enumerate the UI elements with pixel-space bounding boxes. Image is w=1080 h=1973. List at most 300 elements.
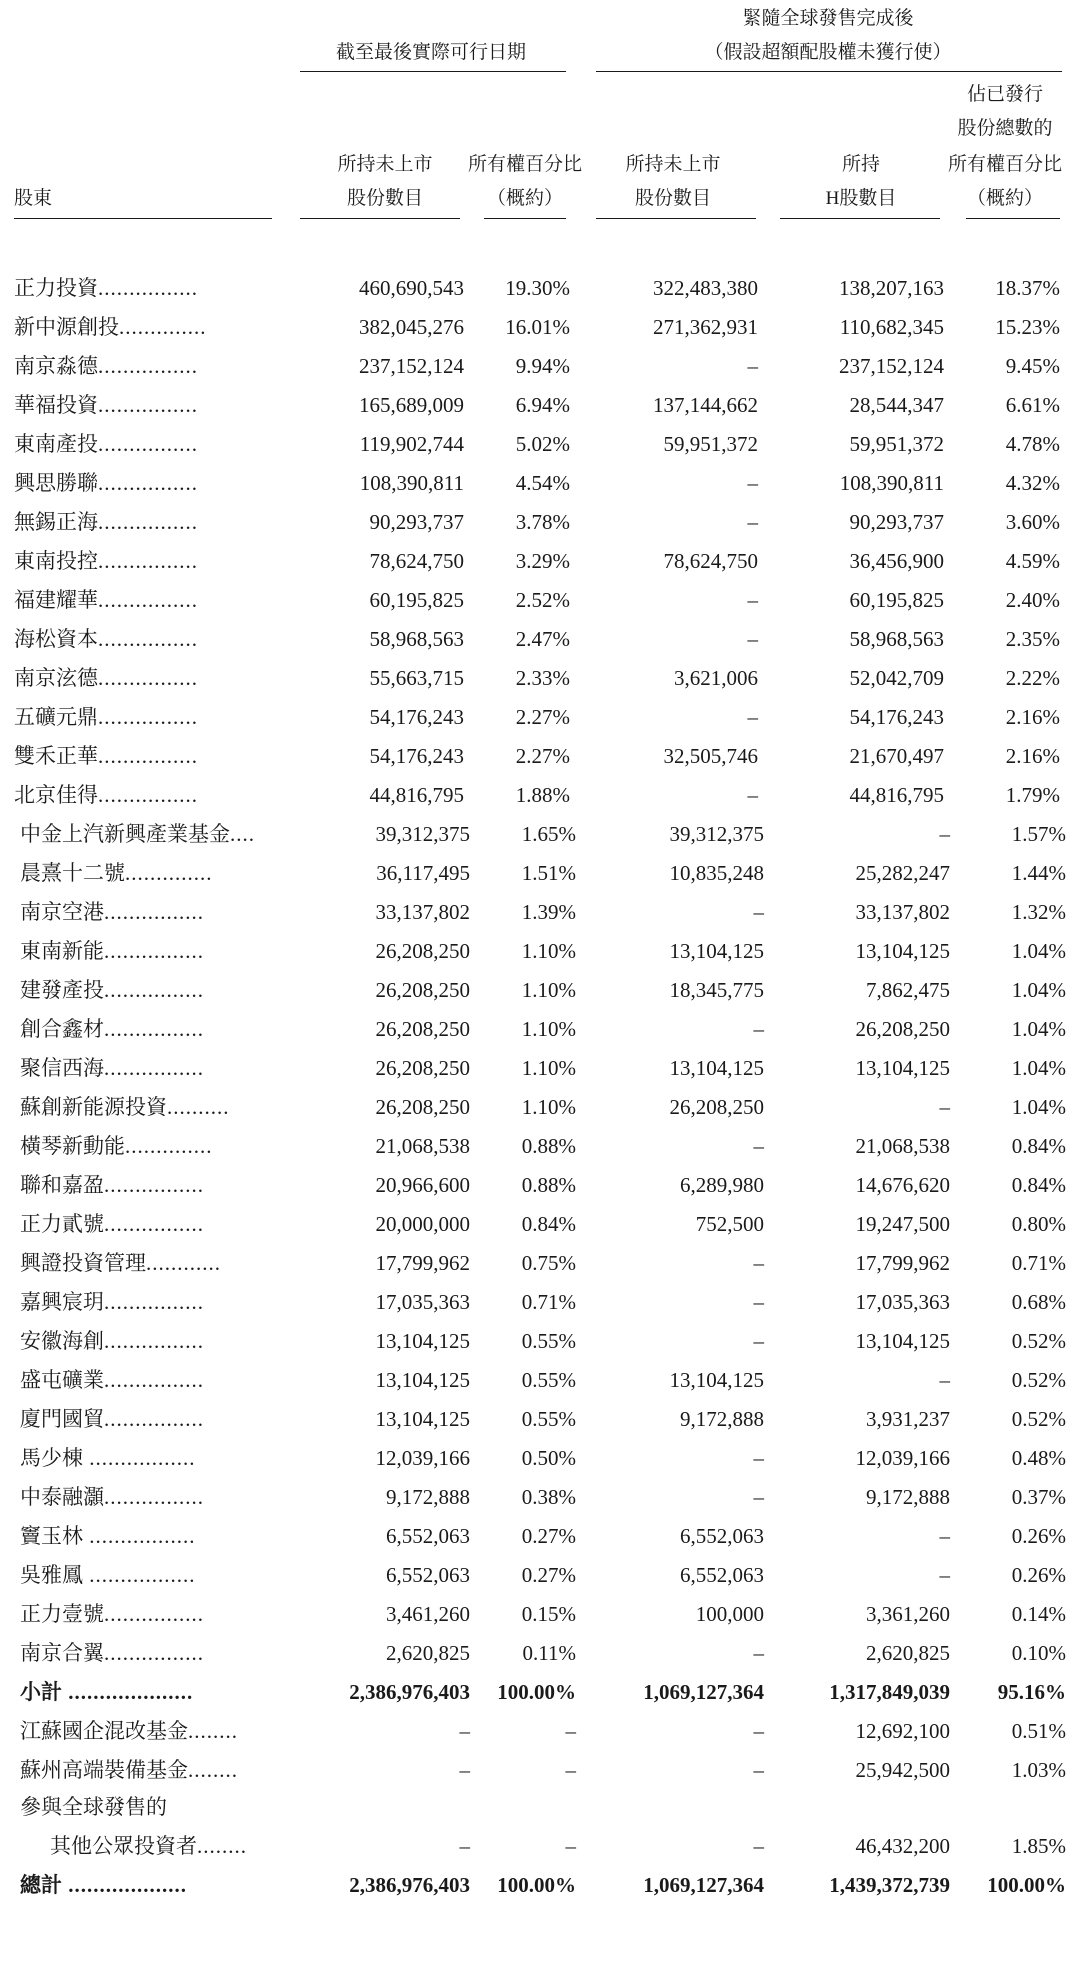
leader-dots: ................	[104, 1173, 204, 1197]
shareholder-name-text: 盛屯礦業	[20, 1368, 104, 1392]
cell-c2: 1.88%	[515, 783, 570, 807]
leader-dots: ................	[104, 1056, 204, 1080]
cell-c3: –	[753, 1290, 764, 1314]
cell-c1: 2,620,825	[386, 1641, 470, 1665]
cell-c3: 1,069,127,364	[643, 1680, 764, 1704]
cell-c2: 2.52%	[515, 588, 570, 612]
leader-dots: ....................	[62, 1680, 194, 1704]
cell-c3: –	[753, 1719, 764, 1743]
cell-c2: 0.50%	[521, 1446, 576, 1470]
cell-c5: 1.04%	[1011, 939, 1066, 963]
cell-c2: 0.88%	[521, 1134, 576, 1158]
cell-c1: 2,386,976,403	[349, 1873, 470, 1897]
shareholder-name-text: 無錫正海	[14, 510, 98, 534]
table-row	[6, 1676, 1080, 1708]
cell-c3: –	[753, 1834, 764, 1858]
table-row	[6, 857, 1080, 889]
shareholder-name	[14, 701, 276, 733]
shareholder-name-text: 嘉興宸玥	[20, 1290, 104, 1314]
cell-c3: –	[753, 1329, 764, 1353]
cell-c2: 4.54%	[515, 471, 570, 495]
cell-c3: 39,312,375	[669, 822, 764, 846]
cell-c4: 21,068,538	[855, 1134, 950, 1158]
header-group-right-line2: （假設超額配股權未獲行使）	[704, 42, 952, 63]
header-col4-line2: H股數目	[825, 188, 897, 209]
cell-c5: 0.84%	[1011, 1173, 1066, 1197]
cell-c2: –	[565, 1758, 576, 1782]
cell-c5: 1.04%	[1011, 1095, 1066, 1119]
header-group-left: 截至最後實際可行日期	[335, 42, 526, 63]
cell-c3: –	[747, 588, 758, 612]
cell-c4: 17,035,363	[855, 1290, 950, 1314]
cell-c5: 0.48%	[1011, 1446, 1066, 1470]
cell-c4: 108,390,811	[839, 471, 944, 495]
shareholder-name	[20, 818, 282, 850]
leader-dots: ................	[104, 978, 204, 1002]
cell-c4: 1,439,372,739	[829, 1873, 950, 1897]
cell-c2: 3.78%	[515, 510, 570, 534]
shareholder-name	[14, 779, 276, 811]
cell-c5: 1.57%	[1011, 822, 1066, 846]
cell-c1: 54,176,243	[369, 744, 464, 768]
table-row	[6, 1442, 1080, 1474]
leader-dots: ................	[98, 705, 198, 729]
header-col5-line3: 所有權百分比	[947, 154, 1062, 175]
shareholder-name	[20, 1286, 282, 1318]
cell-c4: –	[939, 1095, 950, 1119]
shareholder-name	[20, 1130, 282, 1162]
cell-c1: 237,152,124	[359, 354, 464, 378]
cell-c4: 28,544,347	[849, 393, 944, 417]
cell-c1: –	[459, 1758, 470, 1782]
cell-c2: 0.84%	[521, 1212, 576, 1236]
cell-c1: 26,208,250	[375, 939, 470, 963]
cell-c4: –	[939, 1524, 950, 1548]
shareholder-name-text: 南京泫德	[14, 666, 98, 690]
shareholder-name	[20, 1520, 282, 1552]
table-row	[0, 467, 1080, 499]
cell-c4: 59,951,372	[849, 432, 944, 456]
table-row	[0, 311, 1080, 343]
cell-c4: 54,176,243	[849, 705, 944, 729]
table-row	[6, 935, 1080, 967]
leader-dots: ................	[98, 276, 198, 300]
leader-dots: ....	[230, 822, 255, 846]
shareholder-name-text: 正力壹號	[20, 1602, 104, 1626]
cell-c3: –	[747, 627, 758, 651]
cell-c5: 6.61%	[1005, 393, 1060, 417]
cell-c2: 19.30%	[505, 276, 570, 300]
shareholder-name-text: 聚信西海	[20, 1056, 104, 1080]
cell-c1: 33,137,802	[375, 900, 470, 924]
cell-c2: 1.10%	[521, 1017, 576, 1041]
cell-c4: 2,620,825	[866, 1641, 950, 1665]
cell-c3: 59,951,372	[663, 432, 758, 456]
header-col5-line4: （概約）	[966, 188, 1043, 209]
cell-c3: 6,552,063	[680, 1563, 764, 1587]
cell-c5: 0.26%	[1011, 1524, 1066, 1548]
table-row	[6, 1013, 1080, 1045]
shareholder-name	[14, 506, 276, 538]
shareholder-name	[20, 1169, 282, 1201]
cell-c1: 26,208,250	[375, 1056, 470, 1080]
cell-c4: 26,208,250	[855, 1017, 950, 1041]
cell-c5: 9.45%	[1005, 354, 1060, 378]
leader-dots: ................	[104, 939, 204, 963]
cell-c5: 1.04%	[1011, 1017, 1066, 1041]
leader-dots: ................	[104, 1641, 204, 1665]
table-row	[6, 1559, 1080, 1591]
leader-dots: ................	[98, 510, 198, 534]
shareholder-name	[20, 974, 282, 1006]
cell-c3: 26,208,250	[669, 1095, 764, 1119]
cell-c3: –	[747, 471, 758, 495]
cell-c3: –	[747, 705, 758, 729]
leader-dots: ................	[98, 432, 198, 456]
shareholder-name	[20, 935, 282, 967]
shareholder-name	[20, 1364, 282, 1396]
shareholder-name-text: 建發產投	[20, 978, 104, 1002]
cell-c4: 14,676,620	[855, 1173, 950, 1197]
cell-c4: 7,862,475	[866, 978, 950, 1002]
cell-c1: 382,045,276	[359, 315, 464, 339]
cell-c2: 2.33%	[515, 666, 570, 690]
header-col3-line1: 所持未上市	[625, 154, 721, 175]
cell-c5: 4.78%	[1005, 432, 1060, 456]
shareholder-name-text: 參與全球發售的	[20, 1795, 167, 1819]
table-row	[6, 1208, 1080, 1240]
shareholder-name-text: 馬少棟	[20, 1446, 83, 1470]
leader-dots: ................	[98, 627, 198, 651]
cell-c4: 237,152,124	[839, 354, 944, 378]
cell-c3: –	[753, 1446, 764, 1470]
cell-c1: 54,176,243	[369, 705, 464, 729]
table-row	[6, 1091, 1080, 1123]
shareholder-name	[20, 896, 282, 928]
table-row	[0, 701, 1080, 733]
table-row	[0, 272, 1080, 304]
leader-dots: ........	[188, 1758, 238, 1782]
cell-c4: 52,042,709	[849, 666, 944, 690]
table-row	[6, 818, 1080, 850]
shareholder-name	[20, 1403, 282, 1435]
cell-c5: 1.04%	[1011, 978, 1066, 1002]
table-row	[0, 389, 1080, 421]
cell-c4: 19,247,500	[855, 1212, 950, 1236]
cell-c5: 100.00%	[987, 1873, 1066, 1897]
cell-c4: 13,104,125	[855, 1329, 950, 1353]
cell-c1: 26,208,250	[375, 1017, 470, 1041]
leader-dots: ................	[104, 1602, 204, 1626]
shareholder-name	[20, 1715, 282, 1747]
cell-c5: 4.32%	[1005, 471, 1060, 495]
table-row	[6, 1130, 1080, 1162]
cell-c4: 60,195,825	[849, 588, 944, 612]
cell-c2: 100.00%	[497, 1873, 576, 1897]
cell-c1: 78,624,750	[369, 549, 464, 573]
leader-dots: ................	[98, 354, 198, 378]
cell-c2: 5.02%	[515, 432, 570, 456]
cell-c2: 1.39%	[521, 900, 576, 924]
leader-dots: ..........	[167, 1095, 230, 1119]
cell-c5: 1.85%	[1011, 1834, 1066, 1858]
cell-c5: 2.35%	[1005, 627, 1060, 651]
table-row	[6, 1052, 1080, 1084]
cell-c2: 0.11%	[522, 1641, 576, 1665]
header-col5-line2: 股份總數的	[957, 118, 1053, 139]
cell-c4: 3,361,260	[866, 1602, 950, 1626]
shareholder-name-text: 蘇州高端裝備基金	[20, 1758, 188, 1782]
table-row	[6, 1715, 1080, 1747]
cell-c2: 0.55%	[521, 1368, 576, 1392]
shareholder-name-text: 南京空港	[20, 900, 104, 924]
cell-c5: 2.22%	[1005, 666, 1060, 690]
cell-c3: –	[753, 1134, 764, 1158]
cell-c4: 44,816,795	[849, 783, 944, 807]
cell-c3: 13,104,125	[669, 1368, 764, 1392]
leader-dots: ................	[98, 393, 198, 417]
cell-c2: 1.10%	[521, 939, 576, 963]
table-row	[0, 506, 1080, 538]
table-row	[6, 1791, 1080, 1823]
cell-c3: –	[753, 1758, 764, 1782]
cell-c1: 20,000,000	[375, 1212, 470, 1236]
cell-c1: 20,966,600	[375, 1173, 470, 1197]
table-row	[6, 1364, 1080, 1396]
cell-c4: 13,104,125	[855, 1056, 950, 1080]
cell-c2: –	[565, 1834, 576, 1858]
table-row	[6, 1830, 1080, 1862]
table-row	[6, 1637, 1080, 1669]
shareholder-name-text: 東南新能	[20, 939, 104, 963]
cell-c4: 12,039,166	[855, 1446, 950, 1470]
cell-c3: 137,144,662	[653, 393, 758, 417]
table-row	[0, 350, 1080, 382]
cell-c5: 0.37%	[1011, 1485, 1066, 1509]
shareholder-name	[20, 1754, 282, 1786]
cell-c1: –	[459, 1834, 470, 1858]
cell-c2: 6.94%	[515, 393, 570, 417]
shareholder-name-text: 總計	[20, 1873, 62, 1897]
cell-c2: 0.55%	[521, 1407, 576, 1431]
cell-c4: 33,137,802	[855, 900, 950, 924]
cell-c5: 1.44%	[1011, 861, 1066, 885]
cell-c2: 1.10%	[521, 978, 576, 1002]
shareholder-name-text: 蘇創新能源投資	[20, 1095, 167, 1119]
leader-dots: ................	[98, 783, 198, 807]
cell-c4: 9,172,888	[866, 1485, 950, 1509]
cell-c1: 12,039,166	[375, 1446, 470, 1470]
table-row	[0, 584, 1080, 616]
table-row	[6, 1598, 1080, 1630]
shareholder-name-text: 江蘇國企混改基金	[20, 1719, 188, 1743]
cell-c1: 39,312,375	[375, 822, 470, 846]
shareholder-name-text: 聯和嘉盈	[20, 1173, 104, 1197]
shareholder-name-text: 小計	[20, 1680, 62, 1704]
cell-c5: 95.16%	[997, 1680, 1066, 1704]
cell-c2: 2.27%	[515, 705, 570, 729]
cell-c2: 2.47%	[515, 627, 570, 651]
shareholder-name	[14, 389, 276, 421]
cell-c2: 1.10%	[521, 1056, 576, 1080]
table-row	[6, 1481, 1080, 1513]
cell-c2: 1.51%	[521, 861, 576, 885]
cell-c1: 17,799,962	[375, 1251, 470, 1275]
leader-dots: ................	[98, 471, 198, 495]
shareholder-name-text: 正力貳號	[20, 1212, 104, 1236]
cell-c5: 3.60%	[1005, 510, 1060, 534]
leader-dots: ...................	[62, 1873, 187, 1897]
cell-c3: –	[747, 783, 758, 807]
cell-c4: 3,931,237	[866, 1407, 950, 1431]
cell-c2: 0.71%	[521, 1290, 576, 1314]
cell-c2: 1.65%	[521, 822, 576, 846]
cell-c4: 13,104,125	[855, 939, 950, 963]
cell-c2: 0.27%	[521, 1563, 576, 1587]
shareholder-name-text: 創合鑫材	[20, 1017, 104, 1041]
cell-c5: 1.03%	[1011, 1758, 1066, 1782]
leader-dots: ................	[104, 1407, 204, 1431]
shareholder-name	[14, 272, 276, 304]
shareholder-name	[14, 467, 276, 499]
shareholder-name	[20, 1325, 282, 1357]
cell-c2: 1.10%	[521, 1095, 576, 1119]
shareholder-name	[14, 311, 276, 343]
cell-c4: 25,282,247	[855, 861, 950, 885]
shareholder-name-text: 海松資本	[14, 627, 98, 651]
cell-c5: 0.10%	[1011, 1641, 1066, 1665]
cell-c2: 0.55%	[521, 1329, 576, 1353]
cell-c5: 2.16%	[1005, 744, 1060, 768]
cell-c2: 3.29%	[515, 549, 570, 573]
table-row	[6, 1169, 1080, 1201]
shareholder-name	[20, 857, 282, 889]
cell-c5: 0.26%	[1011, 1563, 1066, 1587]
shareholder-name	[20, 1676, 282, 1708]
cell-c2: 2.27%	[515, 744, 570, 768]
cell-c3: 13,104,125	[669, 939, 764, 963]
cell-c4: 46,432,200	[855, 1834, 950, 1858]
cell-c3: –	[747, 510, 758, 534]
shareholder-name-text: 中泰融灝	[20, 1485, 104, 1509]
table-row	[0, 779, 1080, 811]
shareholder-name-text: 其他公眾投資者	[50, 1834, 197, 1858]
shareholder-name-text: 華福投資	[14, 393, 98, 417]
cell-c2: –	[565, 1719, 576, 1743]
cell-c3: 752,500	[695, 1212, 764, 1236]
leader-dots: .................	[83, 1524, 196, 1548]
cell-c2: 100.00%	[497, 1680, 576, 1704]
cell-c3: 322,483,380	[653, 276, 758, 300]
cell-c4: –	[939, 1563, 950, 1587]
cell-c1: 36,117,495	[376, 861, 470, 885]
cell-c3: –	[753, 1251, 764, 1275]
cell-c4: 17,799,962	[855, 1251, 950, 1275]
cell-c4: 58,968,563	[849, 627, 944, 651]
leader-dots: ................	[104, 1290, 204, 1314]
cell-c1: 165,689,009	[359, 393, 464, 417]
cell-c3: 10,835,248	[669, 861, 764, 885]
leader-dots: ................	[104, 900, 204, 924]
table-row	[6, 896, 1080, 928]
cell-c1: 13,104,125	[375, 1407, 470, 1431]
leader-dots: ................	[104, 1368, 204, 1392]
leader-dots: ........	[197, 1834, 247, 1858]
shareholder-name-text: 安徽海創	[20, 1329, 104, 1353]
shareholder-name-text: 興思勝聯	[14, 471, 98, 495]
shareholder-name-text: 興證投資管理	[20, 1251, 146, 1275]
shareholder-name-text: 東南產投	[14, 432, 98, 456]
cell-c5: 15.23%	[995, 315, 1060, 339]
cell-c1: 26,208,250	[375, 978, 470, 1002]
cell-c4: –	[939, 822, 950, 846]
cell-c2: 9.94%	[515, 354, 570, 378]
shareholder-name-text: 廈門國貿	[20, 1407, 104, 1431]
cell-c2: 0.15%	[521, 1602, 576, 1626]
cell-c3: 78,624,750	[663, 549, 758, 573]
cell-c5: 0.14%	[1011, 1602, 1066, 1626]
cell-c5: 1.79%	[1005, 783, 1060, 807]
cell-c5: 0.84%	[1011, 1134, 1066, 1158]
leader-dots: ................	[104, 1329, 204, 1353]
shareholder-name-text: 正力投資	[14, 276, 98, 300]
table-row	[6, 1869, 1080, 1901]
cell-c5: 0.52%	[1011, 1329, 1066, 1353]
leader-dots: ................	[104, 1485, 204, 1509]
table-row	[6, 1754, 1080, 1786]
shareholder-name	[14, 623, 276, 655]
header-col4-line1: 所持	[841, 154, 880, 175]
leader-dots: ..............	[125, 861, 213, 885]
cell-c3: 9,172,888	[680, 1407, 764, 1431]
cell-c4: 21,670,497	[849, 744, 944, 768]
cell-c1: 58,968,563	[369, 627, 464, 651]
cell-c1: 44,816,795	[369, 783, 464, 807]
cell-c3: 18,345,775	[669, 978, 764, 1002]
header-shareholder: 股東	[14, 188, 53, 209]
cell-c4: 110,682,345	[839, 315, 944, 339]
leader-dots: ................	[98, 666, 198, 690]
leader-dots: ........	[188, 1719, 238, 1743]
cell-c5: 0.51%	[1011, 1719, 1066, 1743]
cell-c5: 2.40%	[1005, 588, 1060, 612]
header-col3-line2: 股份數目	[634, 188, 711, 209]
table-row	[0, 545, 1080, 577]
cell-c2: 0.38%	[521, 1485, 576, 1509]
leader-dots: ............	[146, 1251, 221, 1275]
shareholder-name-text: 五礦元鼎	[14, 705, 98, 729]
leader-dots: ................	[98, 549, 198, 573]
cell-c5: 0.52%	[1011, 1368, 1066, 1392]
cell-c1: 55,663,715	[369, 666, 464, 690]
shareholder-name	[20, 1637, 282, 1669]
shareholder-name-text: 竇玉林	[20, 1524, 83, 1548]
cell-c3: 6,552,063	[680, 1524, 764, 1548]
cell-c3: –	[747, 354, 758, 378]
shareholder-name-text: 東南投控	[14, 549, 98, 573]
leader-dots: ................	[104, 1017, 204, 1041]
shareholder-name	[20, 1791, 282, 1823]
cell-c4: 1,317,849,039	[829, 1680, 950, 1704]
cell-c1: 3,461,260	[386, 1602, 470, 1626]
table-row	[0, 740, 1080, 772]
cell-c1: 60,195,825	[369, 588, 464, 612]
cell-c5: 18.37%	[995, 276, 1060, 300]
cell-c1: 21,068,538	[375, 1134, 470, 1158]
cell-c3: 3,621,006	[674, 666, 758, 690]
shareholder-name-text: 中金上汽新興產業基金	[20, 822, 230, 846]
cell-c5: 1.32%	[1011, 900, 1066, 924]
